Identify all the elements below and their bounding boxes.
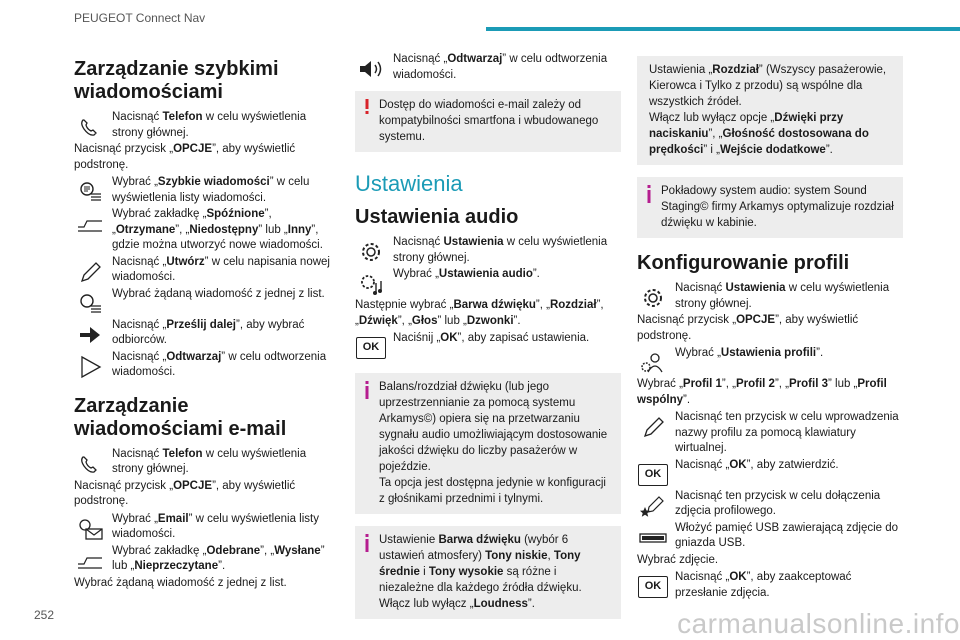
column-3: [637, 56, 903, 602]
step-usb: Włożyć pamięć USB zawierającą zdjęcie do gniazda USB.: [637, 521, 903, 552]
header-accent-bar: [486, 27, 960, 31]
pencil-icon: [637, 412, 669, 442]
step-select-email: Wybrać żądaną wiadomość z jednej z list.: [74, 576, 287, 589]
step-profile-photo: Nacisnąć ten przycisk w celu dołączenia zdjęcia profilowego.: [637, 489, 903, 520]
step-profile-name: Nacisnąć ten przycisk w celu wprowadzenia nazwy profilu za pomocą klawiatury wirtualnej.: [637, 410, 903, 457]
column-1: [74, 52, 340, 593]
step-select-photo: Wybrać zdjęcie.: [637, 553, 719, 566]
forward-arrow-icon: [74, 320, 106, 350]
phone-handset-icon: [74, 112, 106, 142]
info-icon: [365, 381, 369, 399]
usb-slot-icon: [637, 523, 669, 553]
step-audio-settings: Wybrać „Ustawienia audio”.: [355, 267, 621, 297]
info-icon: [647, 185, 651, 203]
message-list-icon: [74, 289, 106, 319]
tab-icon: [74, 546, 106, 576]
header-title: PEUGEOT Connect Nav: [74, 11, 206, 25]
step-settings: Nacisnąć Ustawienia w celu wyświetlenia strony głównej.: [355, 235, 621, 266]
info-note-balance: Balans/rozdział dźwięku (lub jego uprzestrzennianie za pomocą systemu Arkamys©) opiera się na przetwarzaniu sygnału audio umożliwiającym dostosowanie jakości dźwięku do liczby pasażerów w pojeździe. Ta opcja jest dostępna jedynie w konfiguracji z głośnikami przednimi i tylnymi.: [355, 373, 621, 514]
step-ok-photo: OK Nacisnąć „OK”, aby zaakceptować przesłanie zdjęcia.: [637, 570, 903, 601]
profile-settings-icon: [637, 348, 669, 378]
step-play: Nacisnąć „Odtwarzaj” w celu odtworzenia wiadomości.: [74, 350, 340, 381]
step-select-message: Wybrać żądaną wiadomość z jednej z list.: [74, 287, 340, 317]
step-select-profile: Wybrać „Profil 1”, „Profil 2”, „Profil 3” lub „Profil wspólny”.: [637, 378, 887, 406]
step-options-3: Nacisnąć przycisk „OPCJE”, aby wyświetlić podstronę.: [637, 314, 859, 342]
pencil-icon: [74, 257, 106, 287]
gear-icon: [355, 237, 387, 267]
step-tabs: Wybrać zakładkę „Spóźnione”, „Otrzymane”, „Niedostępny” lub „Inny”, gdzie można utworzyć nowe wiadomości.: [74, 207, 340, 254]
watermark: carmanualsonline.info: [677, 608, 960, 639]
email-icon: [74, 514, 106, 544]
speaker-icon: [355, 54, 387, 84]
info-note-tone: Ustawienie Barwa dźwięku (wybór 6 ustawień atmosfery) Tony niskie, Tony średnie i Tony wysokie są różne i niezależne dla każdego źródła dźwięku. Włącz lub wyłącz „Loudness”.: [355, 526, 621, 619]
info-note-distribution: Ustawienia „Rozdział” (Wszyscy pasażerowie, Kierowca i Tylko z przodu) są wspólne dla wszystkich źródeł. Włącz lub wyłącz opcje „Dźwięki przy naciskaniu”, „Głośność dostosowana do prędkości” i „Wejście dodatkowe”.: [637, 56, 903, 165]
section-title-audio: Ustawienia audio: [355, 206, 519, 228]
step-phone-2: Nacisnąć Telefon w celu wyświetlenia strony głównej.: [74, 447, 340, 478]
step-profile-settings: Wybrać „Ustawienia profili”.: [637, 346, 903, 376]
step-options-2: Nacisnąć przycisk „OPCJE”, aby wyświetlić podstronę.: [74, 479, 296, 507]
column-2: [355, 52, 621, 631]
add-photo-icon: [637, 491, 669, 521]
step-options: Nacisnąć przycisk „OPCJE”, aby wyświetlić podstronę.: [74, 143, 296, 171]
section-title-profiles: Konfigurowanie profili: [637, 252, 850, 274]
step-forward: Nacisnąć „Prześlij dalej”, aby wybrać odbiorców.: [74, 318, 340, 349]
step-play-voice: Nacisnąć „Odtwarzaj” w celu odtworzenia wiadomości.: [355, 52, 621, 83]
info-icon: [365, 534, 369, 552]
tab-icon: [74, 209, 106, 239]
step-settings-profiles: Nacisnąć Ustawienia w celu wyświetlenia strony głównej.: [637, 281, 903, 312]
quick-message-icon: [74, 177, 106, 207]
step-audio-options: Następnie wybrać „Barwa dźwięku”, „Rozdział”, „Dźwięk”, „Głos” lub „Dzwonki”.: [355, 299, 604, 327]
step-email-tabs: Wybrać zakładkę „Odebrane”, „Wysłane” lub „Nieprzeczytane”.: [74, 544, 340, 575]
section-title-email: Zarządzanie wiadomościami e-mail: [74, 394, 287, 440]
step-ok: OK Naciśnij „OK”, aby zapisać ustawienia.: [355, 331, 621, 361]
ok-button-icon: OK: [638, 464, 668, 486]
audio-settings-icon: [355, 269, 387, 299]
step-email: Wybrać „Email” w celu wyświetlenia listy wiadomości.: [74, 512, 340, 543]
play-icon: [74, 352, 106, 382]
step-quick-messages: Wybrać „Szybkie wiadomości” w celu wyświetlenia listy wiadomości.: [74, 175, 340, 206]
ok-button-icon: OK: [638, 576, 668, 598]
page-number: 252: [34, 608, 55, 622]
chapter-title-settings: Ustawienia: [355, 171, 463, 196]
step-phone: Nacisnąć Telefon w celu wyświetlenia strony głównej.: [74, 110, 340, 141]
step-create: Nacisnąć „Utwórz” w celu napisania nowej wiadomości.: [74, 255, 340, 286]
warning-icon: [365, 99, 369, 115]
gear-icon: [637, 283, 669, 313]
step-ok-confirm: OK Nacisnąć „OK”, aby zatwierdzić.: [637, 458, 903, 488]
phone-handset-icon: [74, 449, 106, 479]
ok-button-icon: OK: [356, 337, 386, 359]
warning-note: Dostęp do wiadomości e-mail zależy od kompatybilności smartfona i wbudowanego systemu.: [355, 91, 621, 152]
section-title-quick-messages: Zarządzanie szybkimi wiadomościami: [74, 58, 279, 103]
info-note-arkamys: Pokładowy system audio: system Sound Staging© firmy Arkamys optymalizuje rozdział dźwięku w kabinie.: [637, 177, 903, 238]
